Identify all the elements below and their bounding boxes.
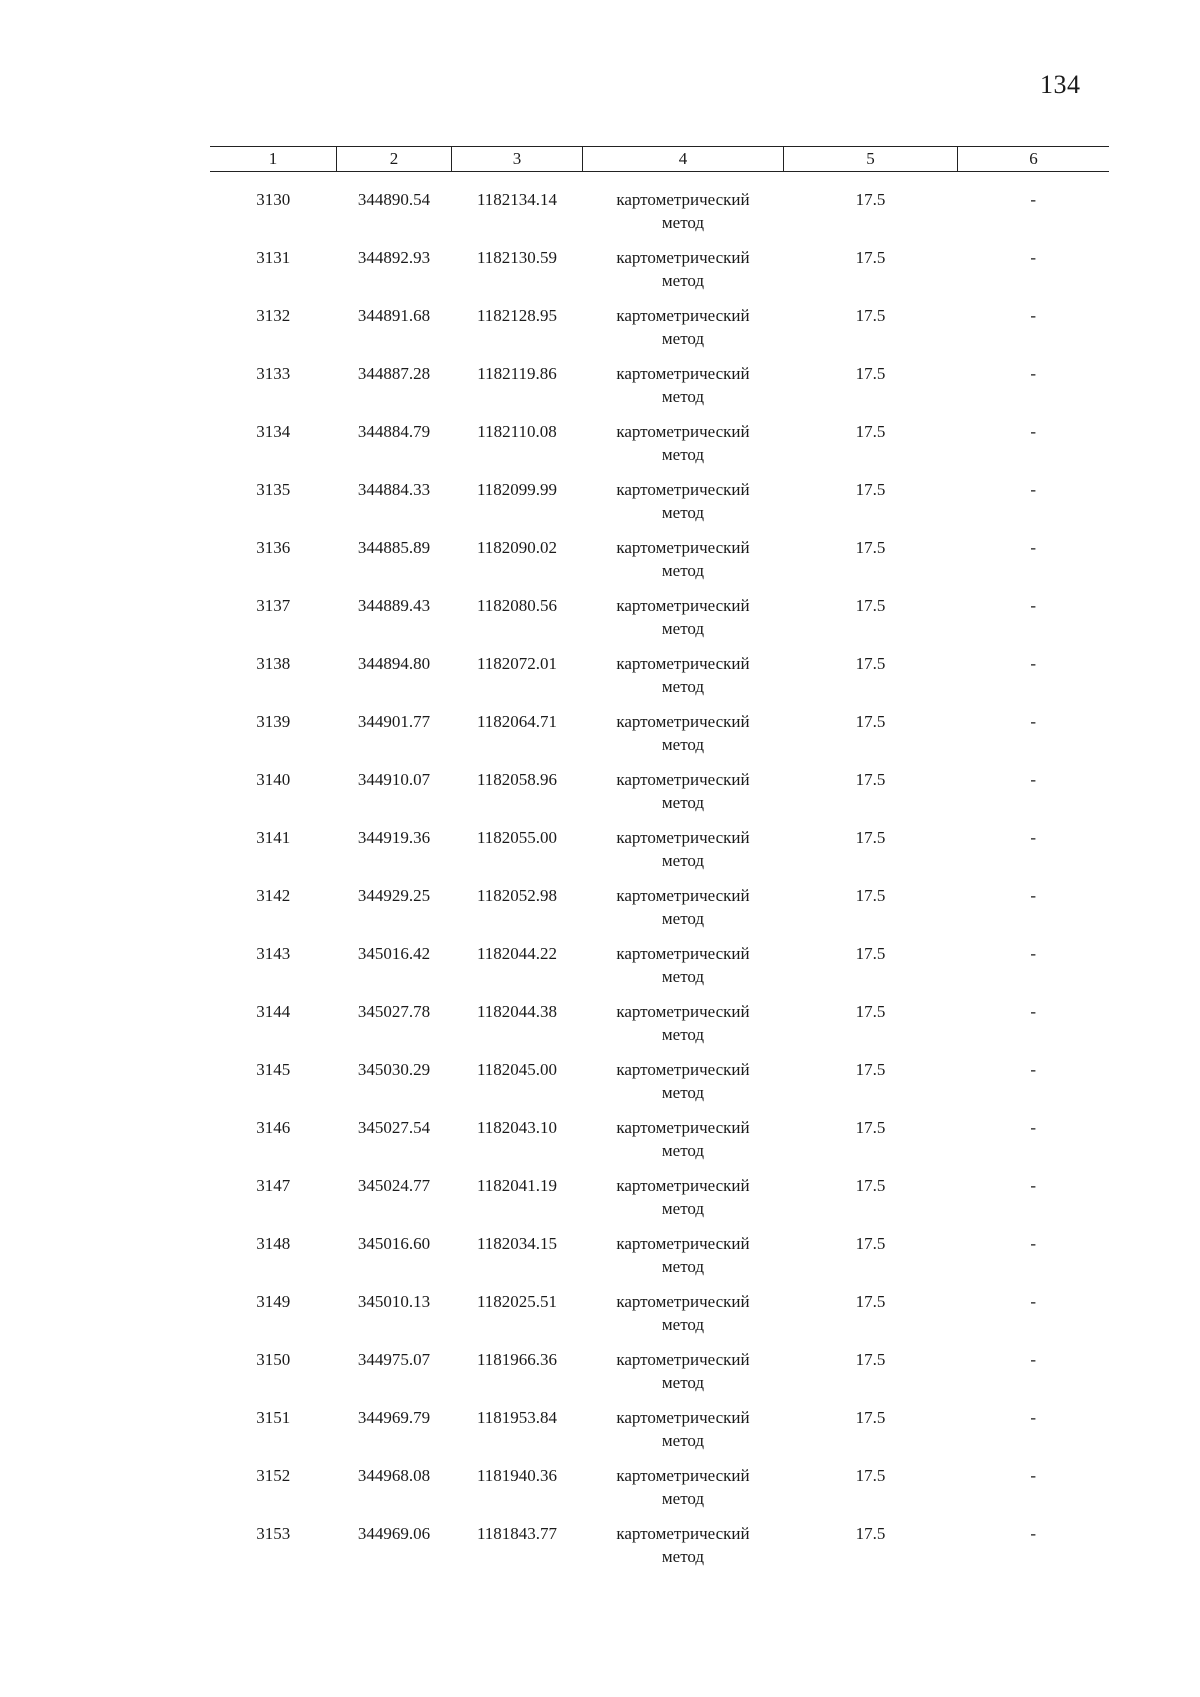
cell-accuracy: 17.5 <box>855 248 886 267</box>
cell-point-number: 3131 <box>256 248 291 267</box>
table-row <box>210 710 1109 768</box>
cell-note: - <box>1030 1234 1037 1253</box>
cell-accuracy: 17.5 <box>855 654 886 673</box>
cell-point-number: 3137 <box>256 596 291 615</box>
table-row <box>210 246 1109 304</box>
cell-point-number: 3148 <box>256 1234 291 1253</box>
cell-point-number: 3139 <box>256 712 291 731</box>
cell-point-number: 3136 <box>256 538 291 557</box>
cell-note: - <box>1030 886 1037 905</box>
cell-coordinate-y: 1182099.99 <box>476 480 558 499</box>
cell-coordinate-x: 344901.77 <box>357 712 431 731</box>
cell-method: картометрический метод <box>616 596 750 638</box>
cell-coordinate-y: 1181940.36 <box>476 1466 558 1485</box>
table-row <box>210 1464 1109 1522</box>
cell-point-number: 3135 <box>256 480 291 499</box>
cell-note: - <box>1030 364 1037 383</box>
cell-method: картометрический метод <box>616 480 750 522</box>
cell-coordinate-y: 1182110.08 <box>477 422 557 441</box>
cell-method: картометрический метод <box>616 712 750 754</box>
table-row <box>210 1116 1109 1174</box>
cell-method: картометрический метод <box>616 190 750 232</box>
cell-accuracy: 17.5 <box>855 1408 886 1427</box>
cell-accuracy: 17.5 <box>855 1060 886 1079</box>
cell-note: - <box>1030 1176 1037 1195</box>
cell-note: - <box>1030 480 1037 499</box>
cell-note: - <box>1030 1292 1037 1311</box>
cell-accuracy: 17.5 <box>855 944 886 963</box>
table-body <box>210 172 1109 1581</box>
table-row <box>210 1406 1109 1464</box>
cell-method: картометрический метод <box>616 1002 750 1044</box>
cell-method: картометрический метод <box>616 1234 750 1276</box>
cell-coordinate-x: 344969.06 <box>357 1524 431 1543</box>
cell-coordinate-x: 344894.80 <box>357 654 431 673</box>
cell-coordinate-x: 344929.25 <box>357 886 431 905</box>
cell-method: картометрический метод <box>616 1350 750 1392</box>
coordinates-table-container <box>210 146 1104 1580</box>
table-row <box>210 420 1109 478</box>
cell-note: - <box>1030 1466 1037 1485</box>
cell-method: картометрический метод <box>616 248 750 290</box>
cell-point-number: 3152 <box>256 1466 291 1485</box>
cell-method: картометрический метод <box>616 364 750 406</box>
cell-method: картометрический метод <box>616 1118 750 1160</box>
cell-point-number: 3138 <box>256 654 291 673</box>
cell-point-number: 3133 <box>256 364 291 383</box>
cell-method: картометрический метод <box>616 1292 750 1334</box>
cell-note: - <box>1030 712 1037 731</box>
cell-accuracy: 17.5 <box>855 306 886 325</box>
cell-coordinate-x: 344892.93 <box>357 248 431 267</box>
cell-coordinate-x: 344890.54 <box>357 190 431 209</box>
cell-accuracy: 17.5 <box>855 190 886 209</box>
cell-method: картометрический метод <box>616 422 750 464</box>
cell-coordinate-y: 1181966.36 <box>476 1350 558 1369</box>
cell-coordinate-x: 344887.28 <box>357 364 431 383</box>
cell-note: - <box>1030 770 1037 789</box>
table-row <box>210 884 1109 942</box>
cell-note: - <box>1030 1118 1037 1137</box>
header-col-3: 3 <box>452 147 583 172</box>
cell-point-number: 3151 <box>256 1408 291 1427</box>
cell-coordinate-x: 344910.07 <box>357 770 431 789</box>
cell-note: - <box>1030 654 1037 673</box>
cell-accuracy: 17.5 <box>855 1292 886 1311</box>
cell-accuracy: 17.5 <box>855 1118 886 1137</box>
cell-coordinate-y: 1182055.00 <box>476 828 558 847</box>
cell-note: - <box>1030 596 1037 615</box>
cell-point-number: 3130 <box>256 190 291 209</box>
cell-accuracy: 17.5 <box>855 364 886 383</box>
cell-method: картометрический метод <box>616 1408 750 1450</box>
table-header <box>210 147 1109 172</box>
header-col-4: 4 <box>583 147 784 172</box>
cell-method: картометрический метод <box>616 654 750 696</box>
cell-accuracy: 17.5 <box>855 538 886 557</box>
cell-point-number: 3141 <box>256 828 291 847</box>
cell-coordinate-x: 344975.07 <box>357 1350 431 1369</box>
cell-coordinate-y: 1182044.38 <box>476 1002 558 1021</box>
cell-coordinate-y: 1182058.96 <box>476 770 558 789</box>
cell-coordinate-y: 1182025.51 <box>476 1292 558 1311</box>
cell-point-number: 3140 <box>256 770 291 789</box>
cell-coordinate-x: 344969.79 <box>357 1408 431 1427</box>
cell-method: картометрический метод <box>616 1176 750 1218</box>
cell-coordinate-y: 1182045.00 <box>476 1060 558 1079</box>
cell-accuracy: 17.5 <box>855 596 886 615</box>
cell-coordinate-x: 345016.60 <box>357 1234 431 1253</box>
header-col-1: 1 <box>210 147 337 172</box>
cell-coordinate-y: 1182119.86 <box>477 364 557 383</box>
cell-coordinate-y: 1182134.14 <box>476 190 558 209</box>
cell-accuracy: 17.5 <box>855 712 886 731</box>
cell-coordinate-y: 1182090.02 <box>476 538 558 557</box>
cell-method: картометрический метод <box>616 770 750 812</box>
cell-accuracy: 17.5 <box>855 1524 886 1543</box>
table-row <box>210 1058 1109 1116</box>
cell-coordinate-y: 1182080.56 <box>476 596 558 615</box>
table-row <box>210 1000 1109 1058</box>
cell-point-number: 3143 <box>256 944 291 963</box>
header-col-5: 5 <box>784 147 958 172</box>
table-row <box>210 478 1109 536</box>
table-row <box>210 1348 1109 1406</box>
cell-method: картометрический метод <box>616 1466 750 1508</box>
cell-point-number: 3149 <box>256 1292 291 1311</box>
cell-coordinate-y: 1182052.98 <box>476 886 558 905</box>
cell-coordinate-y: 1182034.15 <box>476 1234 558 1253</box>
cell-note: - <box>1030 1350 1037 1369</box>
cell-accuracy: 17.5 <box>855 422 886 441</box>
cell-accuracy: 17.5 <box>855 1176 886 1195</box>
cell-coordinate-x: 344885.89 <box>357 538 431 557</box>
cell-point-number: 3147 <box>256 1176 291 1195</box>
cell-note: - <box>1030 190 1037 209</box>
cell-coordinate-x: 345027.54 <box>357 1118 431 1137</box>
coordinates-table <box>210 146 1109 1580</box>
cell-method: картометрический метод <box>616 306 750 348</box>
cell-method: картометрический метод <box>616 944 750 986</box>
cell-point-number: 3150 <box>256 1350 291 1369</box>
cell-coordinate-x: 344919.36 <box>357 828 431 847</box>
cell-note: - <box>1030 944 1037 963</box>
cell-coordinate-x: 345010.13 <box>357 1292 431 1311</box>
cell-accuracy: 17.5 <box>855 828 886 847</box>
header-col-6: 6 <box>958 147 1110 172</box>
table-row <box>210 768 1109 826</box>
cell-note: - <box>1030 306 1037 325</box>
cell-coordinate-x: 344968.08 <box>357 1466 431 1485</box>
cell-note: - <box>1030 422 1037 441</box>
cell-note: - <box>1030 1060 1037 1079</box>
cell-point-number: 3134 <box>256 422 291 441</box>
table-row <box>210 594 1109 652</box>
cell-method: картометрический метод <box>616 1060 750 1102</box>
cell-coordinate-x: 345016.42 <box>357 944 431 963</box>
cell-coordinate-y: 1182130.59 <box>476 248 558 267</box>
table-row <box>210 652 1109 710</box>
table-row <box>210 1232 1109 1290</box>
cell-coordinate-y: 1181843.77 <box>476 1524 558 1543</box>
cell-coordinate-x: 344884.33 <box>357 480 431 499</box>
table-row <box>210 1174 1109 1232</box>
table-row <box>210 362 1109 420</box>
cell-coordinate-y: 1182064.71 <box>476 712 558 731</box>
cell-accuracy: 17.5 <box>855 1002 886 1021</box>
table-row <box>210 536 1109 594</box>
cell-method: картометрический метод <box>616 828 750 870</box>
cell-method: картометрический метод <box>616 886 750 928</box>
page-number: 134 <box>1040 70 1081 99</box>
cell-note: - <box>1030 1002 1037 1021</box>
table-row <box>210 942 1109 1000</box>
cell-coordinate-x: 345024.77 <box>357 1176 431 1195</box>
cell-method: картометрический метод <box>616 538 750 580</box>
cell-point-number: 3144 <box>256 1002 291 1021</box>
cell-accuracy: 17.5 <box>855 1466 886 1485</box>
cell-method: картометрический метод <box>616 1524 750 1566</box>
table-row <box>210 826 1109 884</box>
header-row <box>210 147 1109 172</box>
table-row <box>210 304 1109 362</box>
table-row <box>210 1522 1109 1580</box>
cell-note: - <box>1030 1524 1037 1543</box>
cell-coordinate-y: 1182072.01 <box>476 654 558 673</box>
cell-accuracy: 17.5 <box>855 1350 886 1369</box>
cell-note: - <box>1030 248 1037 267</box>
cell-point-number: 3132 <box>256 306 291 325</box>
cell-point-number: 3145 <box>256 1060 291 1079</box>
cell-coordinate-y: 1182043.10 <box>476 1118 558 1137</box>
cell-note: - <box>1030 1408 1037 1427</box>
cell-coordinate-y: 1182044.22 <box>476 944 558 963</box>
cell-note: - <box>1030 828 1037 847</box>
cell-coordinate-x: 345030.29 <box>357 1060 431 1079</box>
table-row <box>210 172 1109 247</box>
cell-accuracy: 17.5 <box>855 1234 886 1253</box>
cell-coordinate-y: 1182041.19 <box>476 1176 558 1195</box>
cell-coordinate-x: 344889.43 <box>357 596 431 615</box>
cell-accuracy: 17.5 <box>855 886 886 905</box>
cell-accuracy: 17.5 <box>855 770 886 789</box>
cell-coordinate-x: 345027.78 <box>357 1002 431 1021</box>
table-row <box>210 1290 1109 1348</box>
cell-coordinate-y: 1181953.84 <box>476 1408 558 1427</box>
cell-accuracy: 17.5 <box>855 480 886 499</box>
cell-coordinate-x: 344891.68 <box>357 306 431 325</box>
cell-coordinate-x: 344884.79 <box>357 422 431 441</box>
cell-note: - <box>1030 538 1037 557</box>
header-col-2: 2 <box>337 147 452 172</box>
cell-point-number: 3146 <box>256 1118 291 1137</box>
cell-point-number: 3153 <box>256 1524 291 1543</box>
cell-point-number: 3142 <box>256 886 291 905</box>
cell-coordinate-y: 1182128.95 <box>476 306 558 325</box>
